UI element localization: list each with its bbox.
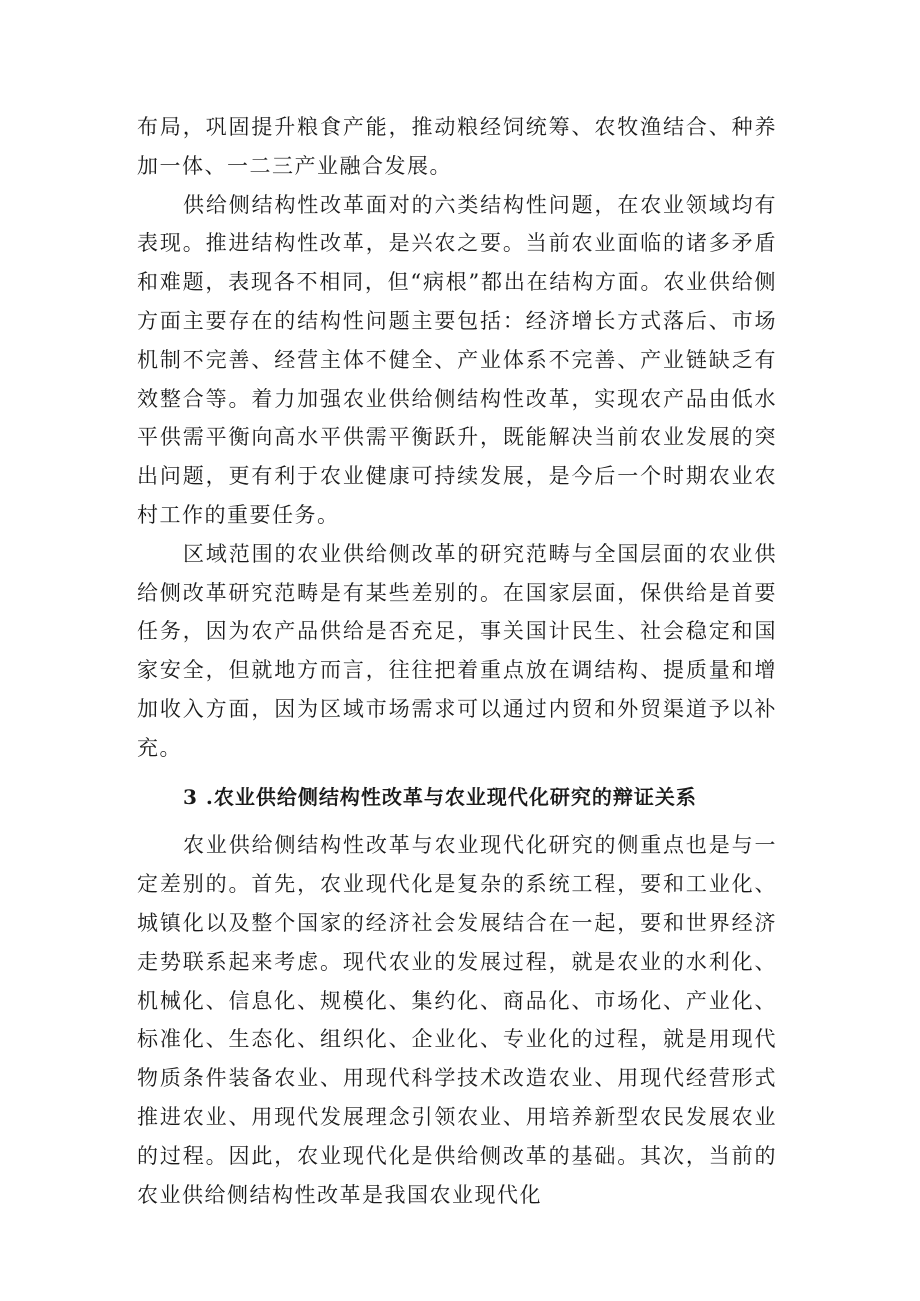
paragraph-continuation: 布局，巩固提升粮食产能，推动粮经饲统筹、农牧渔结合、种养加一体、一二三产业融合发展。 xyxy=(137,115,777,178)
paragraph-regional-scope: 区域范围的农业供给侧改革的研究范畴与全国层面的农业供给侧改革研究范畴是有某些差别的。在国家层面，保供给是首要任务，因为农产品供给是否充足，事关国计民生、社会稳定和国家安全，但就地方而言，往往把着重点放在调结构、提质量和增加收入方面，因为区域市场需求可以通过内贸和外贸渠道予以补充。 xyxy=(137,541,777,760)
paragraph-structural-problems: 供给侧结构性改革面对的六类结构性问题，在农业领域均有表现。推进结构性改革，是兴农之要。当前农业面临的诸多矛盾和难题，表现各不相同，但“病根”都出在结构方面。农业供给侧方面主要存在的结构性问题主要包括：经济增长方式落后、市场机制不完善、经营主体不健全、产业体系不完善、产业链缺乏有效整合等。着力加强农业供给侧结构性改革，实现农产品由低水平供需平衡向高水平供需平衡跃升，既能解决当前农业发展的突出问题，更有利于农业健康可持续发展，是今后一个时期农业农村工作的重要任务。 xyxy=(137,192,777,527)
document-page xyxy=(137,108,777,1214)
paragraph-modernization: 农业供给侧结构性改革与农业现代化研究的侧重点也是与一定差别的。首先，农业现代化是复杂的系统工程，要和工业化、城镇化以及整个国家的经济社会发展结合在一起，要和世界经济走势联系起来考虑。现代农业的发展过程，就是农业的水利化、机械化、信息化、规模化、集约化、商品化、市场化、产业化、标准化、生态化、组织化、企业化、专业化的过程，就是用现代物质条件装备农业、用现代科学技术改造农业、用现代经营形式推进农业、用现代发展理念引领农业、用培养新型农民发展农业的过程。因此，农业现代化是供给侧改革的基础。其次，当前的农业供给侧结构性改革是我国农业现代化 xyxy=(137,833,777,1207)
section-heading: 3 .农业供给侧结构性改革与农业现代化研究的辩证关系 xyxy=(183,784,697,809)
